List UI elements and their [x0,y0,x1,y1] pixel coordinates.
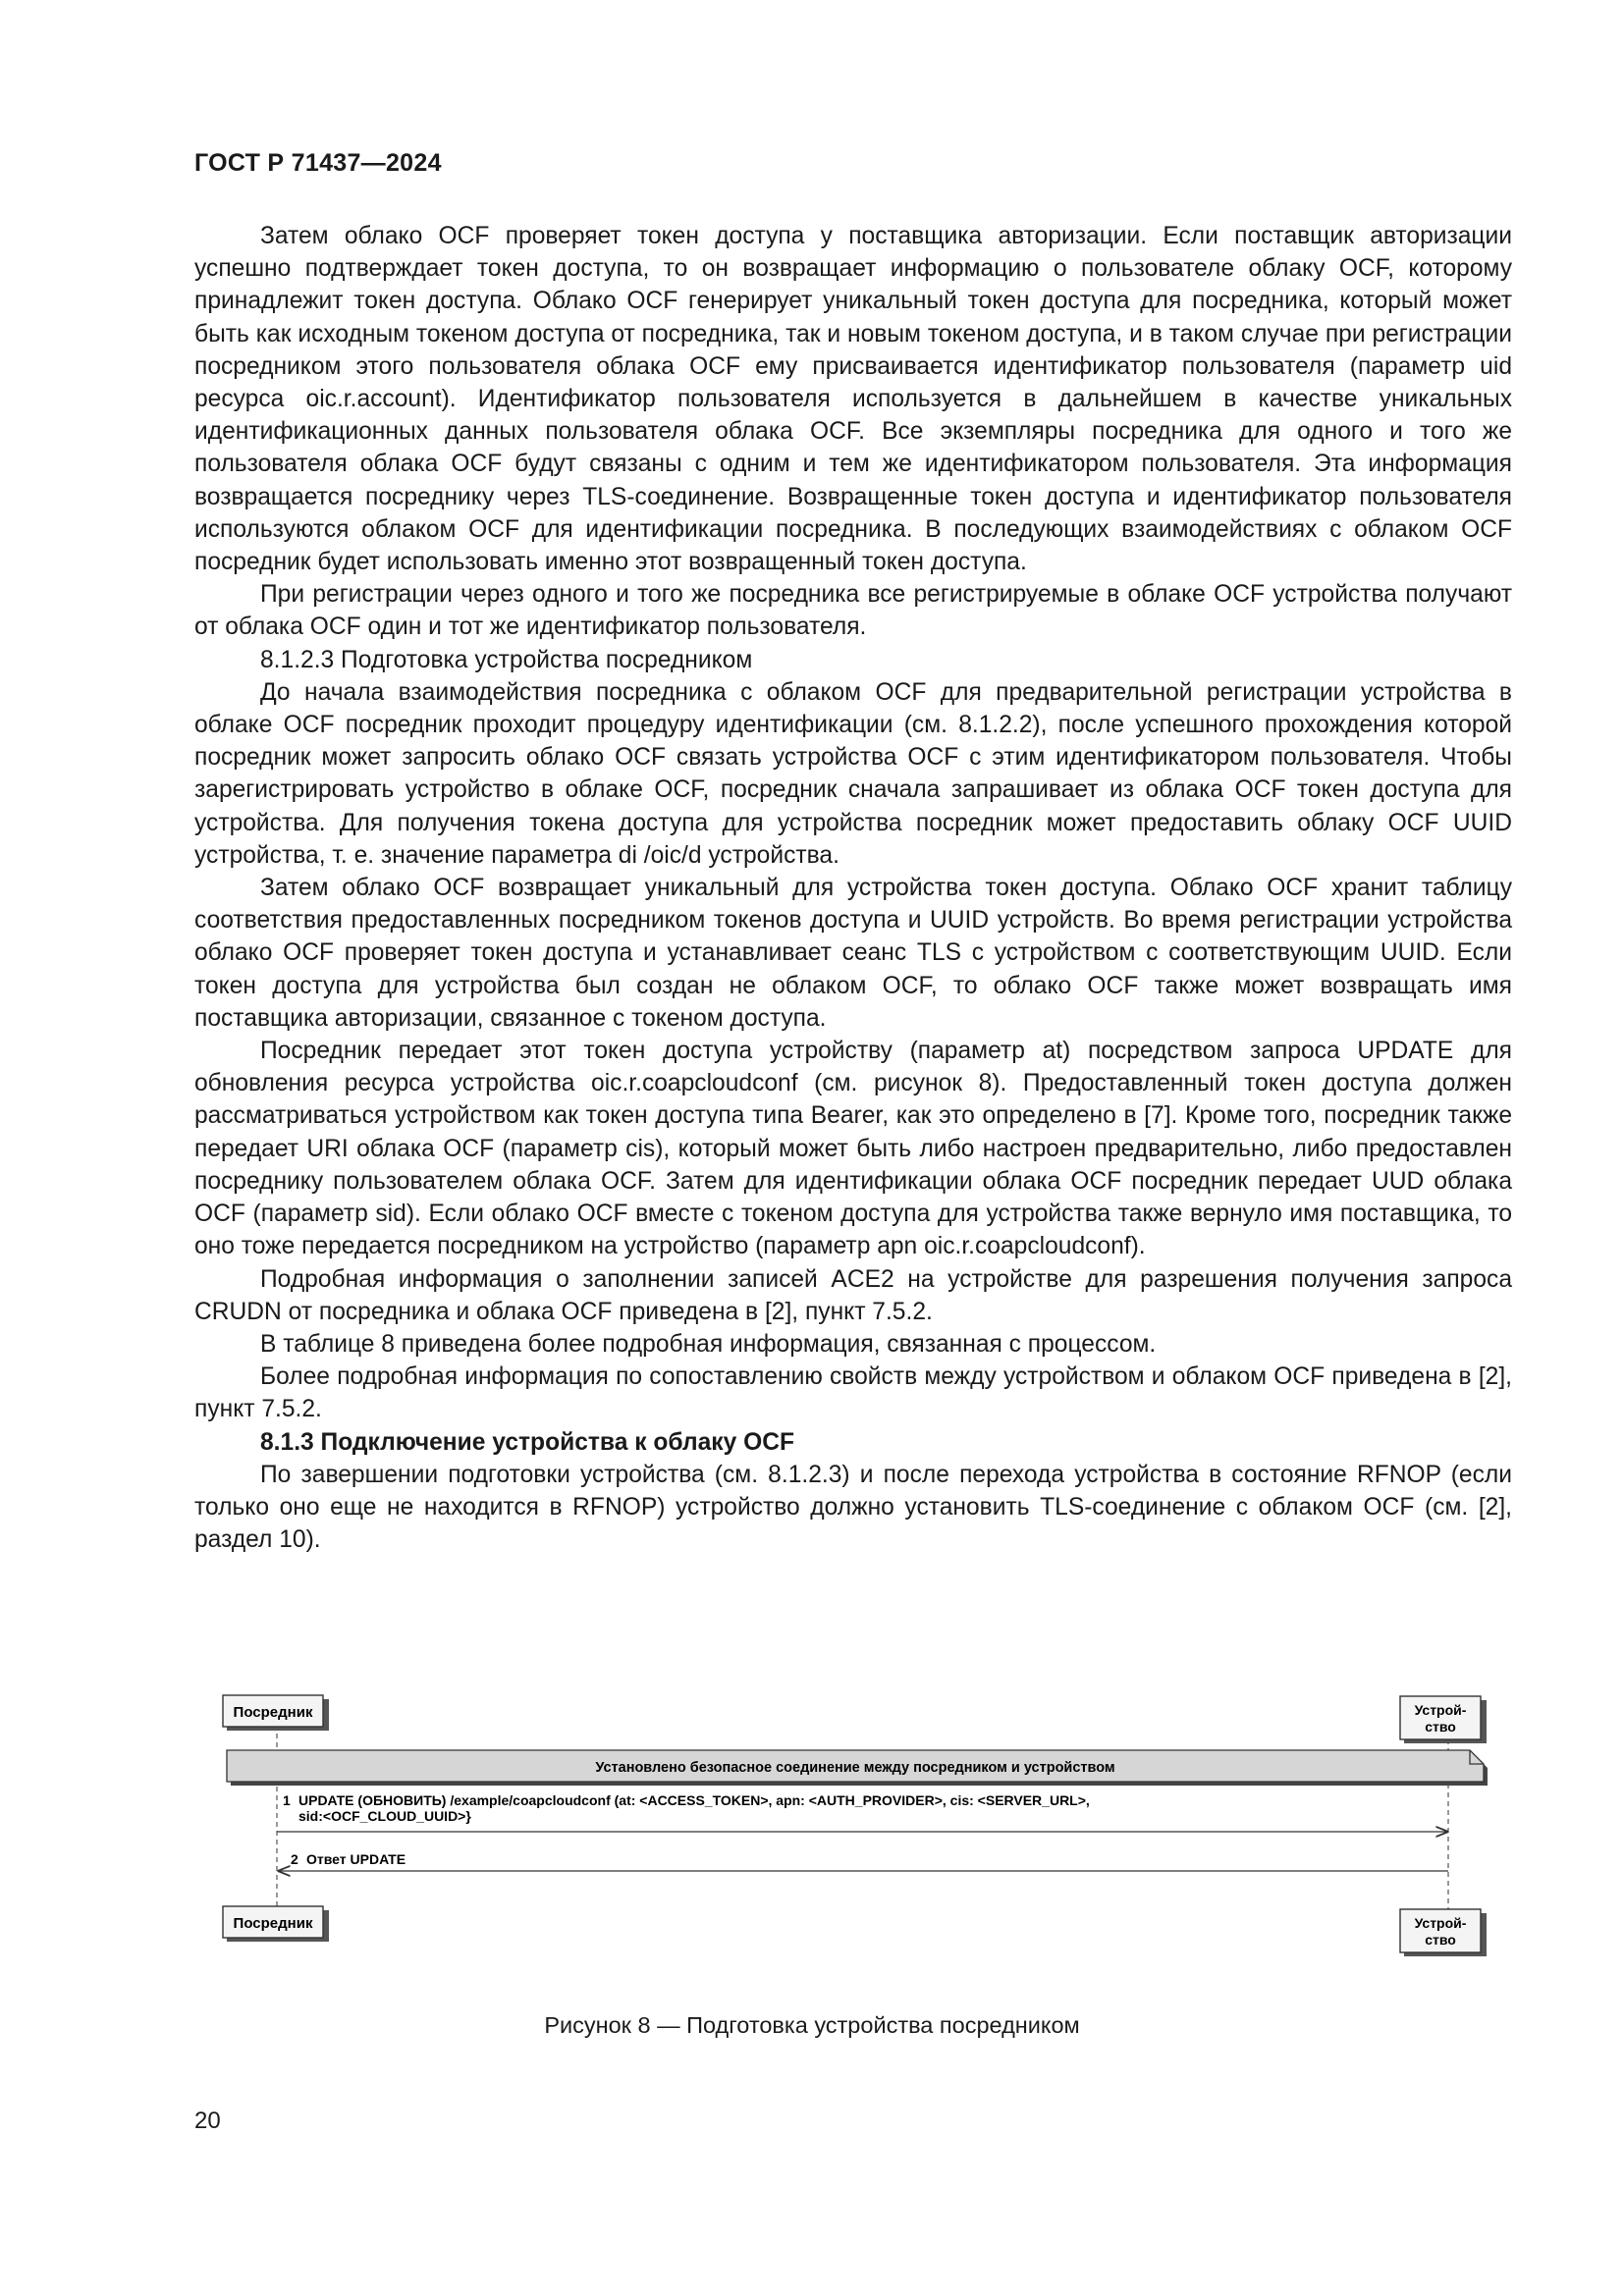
paragraph: При регистрации через одного и того же посредника все регистрируемые в облаке OCF устройства получают от облака OCF один и тот же идентификатор пользователя. [194,581,1512,641]
message-1 [277,1792,1447,1832]
paragraph: Подробная информация о заполнении записей ACE2 на устройстве для разрешения получения запроса CRUDN от посредника и облака OCF приведена в [2], пункт 7.5.2. [194,1265,1512,1325]
message-2 [279,1851,1448,1871]
participant-label: Посредник [233,1704,313,1721]
participant-label-line1: Устрой- [1414,1915,1467,1931]
message-2-text: Ответ UPDATE [306,1851,406,1867]
paragraph: По завершении подготовки устройства (см. 8.1.2.3) и после перехода устройства в состояние RFNOP (если только оно еще не находится в RFNOP) устройство должно установить TLS-соединение с облаком OCF (см. [2], раздел 10). [194,1461,1512,1554]
note-box [227,1750,1488,1786]
message-1-number: 1 [283,1792,291,1808]
message-1-text-line1: UPDATE (ОБНОВИТЬ) /example/coapcloudconf (at: <ACCESS_TOKEN>, apn: <AUTH_PROVIDER>, cis: <SERVER_URL>, [298,1792,1090,1808]
participant-label-line1: Устрой- [1414,1702,1467,1718]
section-heading: 8.1.3 Подключение устройства к облаку OCF [260,1428,795,1456]
note-text: Установлено безопасное соединение между посредником и устройством [595,1760,1115,1776]
sequence-diagram [216,1683,1502,1978]
paragraph: В таблице 8 приведена более подробная информация, связанная с процессом. [260,1330,1157,1358]
participant-bottom-right [1400,1909,1487,1956]
participant-bottom-left [223,1906,329,1942]
message-1-text-line2: sid:<OCF_CLOUD_UUID>} [298,1808,471,1824]
participant-top-right [1400,1696,1487,1743]
paragraph: Посредник передает этот токен доступа устройству (параметр at) посредством запроса UPDATE для обновления ресурса устройства oic.r.coapcloudconf (см. рисунок 8). Предоставленный токен доступа должен рассматриваться устройством как токен доступа типа Bearer, как это определено в [7]. Кроме того, посредник также передает URI облака OCF (параметр cis), который может быть либо настроен предварительно, либо предоставлен посреднику пользователем облака OCF. Затем для идентификации облака OCF посредник передает UUD облака OCF (параметр sid). Если облако OCF вместе с токеном доступа для устройства также вернуло имя поставщика, то оно тоже передается посредником на устройство (параметр apn oic.r.coapcloudconf). [194,1038,1512,1260]
participant-label: Посредник [233,1915,313,1932]
document-header: ГОСТ Р 71437—2024 [194,149,442,177]
body-text [194,220,1512,1556]
paragraph: Затем облако OCF проверяет токен доступа у поставщика авторизации. Если поставщик авторизации успешно подтверждает токен доступа, то он возвращает информацию о пользователе облаку OCF, которому принадлежит токен доступа. Облако OCF генерирует уникальный токен доступа для посредника, который может быть как исходным токеном доступа от посредника, так и новым токеном доступа, и в таком случае при регистрации посредником этого пользователя облака OCF ему присваивается идентификатор пользователя (параметр uid ресурса oic.r.account). Идентификатор пользователя используется в дальнейшем в качестве уникальных идентификационных данных пользователя облака OCF. Все экземпляры посредника для одного и того же пользователя облака OCF будут связаны с одним и тем же идентификатором пользователя. Эта информация возвращается посреднику через TLS-соединение. Возвращенные токен доступа и идентификатор пользователя используются облаком OCF для идентификации посредника. В последующих взаимодействиях с облаком OCF посредник будет использовать именно этот возвращенный токен доступа. [194,223,1512,576]
figure-caption: Рисунок 8 — Подготовка устройства посредником [544,2012,1080,2038]
paragraph: 8.1.2.3 Подготовка устройства посредником [260,646,753,673]
paragraph: Более подробная информация по сопоставлению свойств между устройством и облаком OCF приведена в [2], пункт 7.5.2. [194,1363,1512,1423]
participant-top-left [223,1695,329,1731]
paragraph: До начала взаимодействия посредника с облаком OCF для предварительной регистрации устройства в облаке OCF посредник проходит процедуру идентификации (см. 8.1.2.2), после успешного прохождения которой посредник может запросить облако OCF связать устройства OCF с этим идентификатором пользователя. Чтобы зарегистрировать устройство в облаке OCF, посредник сначала запрашивает из облака OCF токен доступа для устройства. Для получения токена доступа для устройства посредник может предоставить облаку OCF UUID устройства, т. е. значение параметра di /oic/d устройства. [194,678,1512,869]
paragraph: Затем облако OCF возвращает уникальный для устройства токен доступа. Облако OCF хранит таблицу соответствия предоставленных посредником токенов доступа и UUID устройств. Во время регистрации устройства облако OCF проверяет токен доступа и устанавливает сеанс TLS с устройством с соответствующим UUID. Если токен доступа для устройства был создан не облаком OCF, то облако OCF также может возвращать имя поставщика авторизации, связанное с токеном доступа. [194,875,1512,1032]
message-2-number: 2 [291,1851,298,1867]
participant-label-line2: ство [1425,1932,1456,1948]
page-number: 20 [194,2108,221,2134]
participant-label-line2: ство [1425,1719,1456,1735]
